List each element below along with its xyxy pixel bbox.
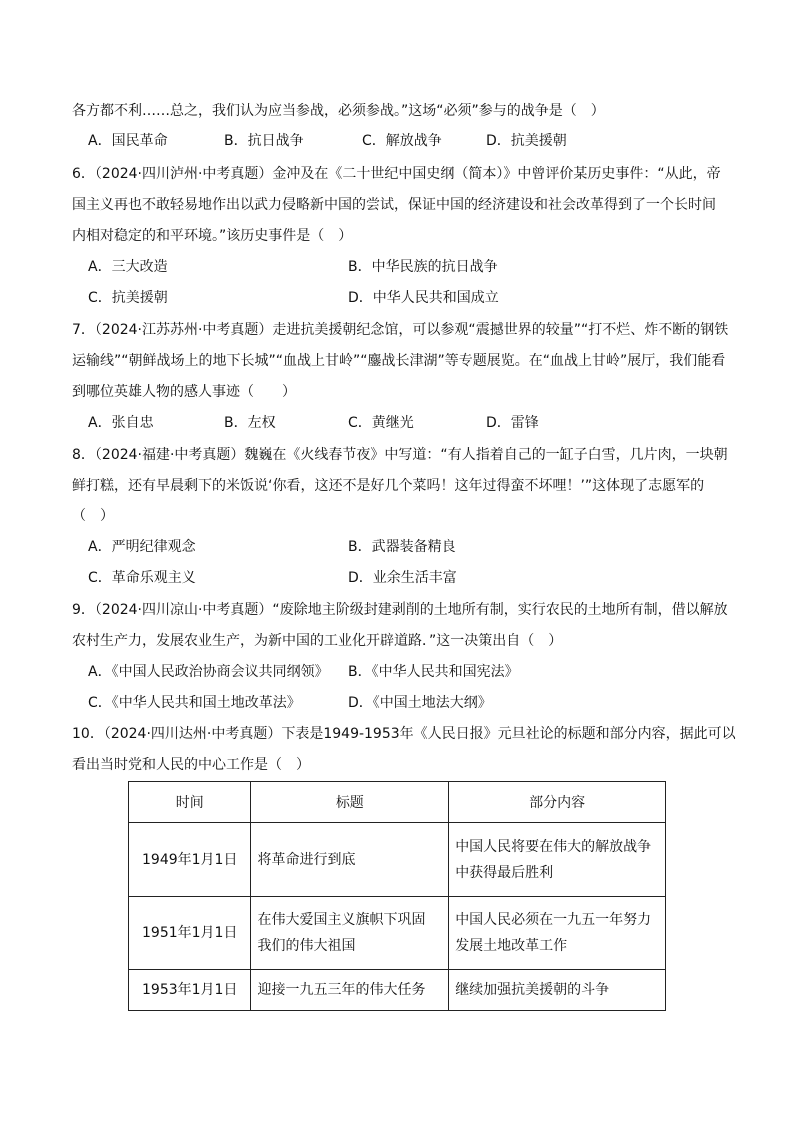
q9-option-b[interactable]: B．《中华人民共和国宪法》 <box>348 664 519 680</box>
q8-option-a[interactable]: A．严明纪律观念 <box>88 539 196 555</box>
q9-stem-line-1: 9．（2024·四川凉山·中考真题）“废除地主阶级封建剥削的土地所有制，实行农民的土地所有制，借以解放 <box>72 602 728 618</box>
table-cell-title: 将革命进行到底 <box>251 823 449 897</box>
q7-stem-line-3: 到哪位英雄人物的感人事迹（ ） <box>72 384 296 400</box>
q6-stem-line-1: 6．（2024·四川泸州·中考真题）金冲及在《二十世纪中国史纲（简本）》中曾评价某历史事件：“从此，帝 <box>72 166 721 182</box>
table-cell-content-line: 中国人民必须在一九五一年努力 <box>455 912 652 928</box>
table-cell-content <box>449 897 666 970</box>
table-cell-time: 1949年1月1日 <box>129 823 251 897</box>
table-cell-title-line: 我们的伟大祖国 <box>257 938 356 954</box>
q7-stem-line-1: 7．（2024·江苏苏州·中考真题）走进抗美援朝纪念馆，可以参观“震撼世界的较量”“打不烂、炸不断的钢铁 <box>72 322 729 338</box>
table-row <box>129 823 666 897</box>
q8-stem-line-3: （ ） <box>72 508 114 524</box>
q6-option-a[interactable]: A．三大改造 <box>88 259 168 275</box>
q6-option-c[interactable]: C．抗美援朝 <box>88 290 168 306</box>
q6-option-b[interactable]: B．中华民族的抗日战争 <box>348 259 498 275</box>
q10-stem-line-1: 10．（2024·四川达州·中考真题）下表是1949-1953年《人民日报》元旦社论的标题和部分内容，据此可以 <box>72 726 736 742</box>
table-cell-content-line: 发展土地改革工作 <box>455 938 568 954</box>
q7-option-c[interactable]: C．黄继光 <box>348 415 414 431</box>
table-header-row <box>129 782 666 823</box>
table-cell-content-line: 中获得最后胜利 <box>455 864 554 881</box>
table-cell-time: 1951年1月1日 <box>129 897 251 970</box>
table-cell-title <box>251 897 449 970</box>
table-cell-title: 迎接一九五三年的伟大任务 <box>251 970 449 1011</box>
table-cell-content <box>449 823 666 897</box>
q10-stem-line-2: 看出当时党和人民的中心工作是（ ） <box>72 757 310 773</box>
q7-option-d[interactable]: D．雷锋 <box>486 415 539 431</box>
q9-option-d[interactable]: D．《中国土地法大纲》 <box>348 695 492 711</box>
q6-stem-line-2: 国主义再也不敢轻易地作出以武力侵略新中国的尝试，保证中国的经济建设和社会改革得到了一个长时间 <box>72 197 716 213</box>
q7-option-b[interactable]: B．左权 <box>224 415 276 431</box>
q6-stem-line-3: 内相对稳定的和平环境。”该历史事件是（ ） <box>72 228 353 244</box>
q7-option-a[interactable]: A．张自忠 <box>88 415 154 431</box>
table-cell-content: 继续加强抗美援朝的斗争 <box>449 970 666 1011</box>
q9-option-a[interactable]: A．《中国人民政治协商会议共同纲领》 <box>88 664 329 680</box>
q9-option-c[interactable]: C．《中华人民共和国土地改革法》 <box>88 695 301 711</box>
editorial-table <box>128 781 666 1011</box>
table-header-content: 部分内容 <box>449 782 666 823</box>
q8-option-d[interactable]: D．业余生活丰富 <box>348 570 457 586</box>
q5-option-b[interactable]: B．抗日战争 <box>224 133 304 149</box>
q5-option-c[interactable]: C．解放战争 <box>362 133 442 149</box>
table-header-title: 标题 <box>251 782 449 823</box>
q8-option-c[interactable]: C．革命乐观主义 <box>88 570 196 586</box>
q8-option-b[interactable]: B．武器装备精良 <box>348 539 456 555</box>
q5-option-a[interactable]: A．国民革命 <box>88 133 168 149</box>
q8-stem-line-2: 鲜打糕，还有早晨剩下的米饭说‘你看，这还不是好几个菜吗！这年过得蛮不坏哩！’”这体现了志愿军的 <box>72 478 705 494</box>
table-cell-time: 1953年1月1日 <box>129 970 251 1011</box>
table-row <box>129 970 666 1011</box>
q5-option-d[interactable]: D．抗美援朝 <box>486 133 567 149</box>
q8-stem-line-1: 8．（2024·福建·中考真题）魏巍在《火线春节夜》中写道：“有人指着自己的一缸子白雪，几片肉，一块朝 <box>72 447 728 463</box>
table-header-time: 时间 <box>129 782 251 823</box>
table-cell-content-line: 中国人民将要在伟大的解放战争 <box>455 838 652 855</box>
table-row <box>129 897 666 970</box>
table-cell-title-line: 在伟大爱国主义旗帜下巩固 <box>257 912 426 928</box>
q5-stem-tail: 各方都不利……总之，我们认为应当参战，必须参战。”这场“必须”参与的战争是（ ） <box>72 103 605 119</box>
q6-option-d[interactable]: D．中华人民共和国成立 <box>348 290 499 306</box>
q7-stem-line-2: 运输线”“朝鲜战场上的地下长城”“血战上甘岭”“鏖战长津湖”等专题展览。在“血战上甘岭”展厅，我们能看 <box>72 353 726 369</box>
q9-stem-line-2: 农村生产力，发展农业生产，为新中国的工业化开辟道路．”这一决策出自（ ） <box>72 633 563 649</box>
